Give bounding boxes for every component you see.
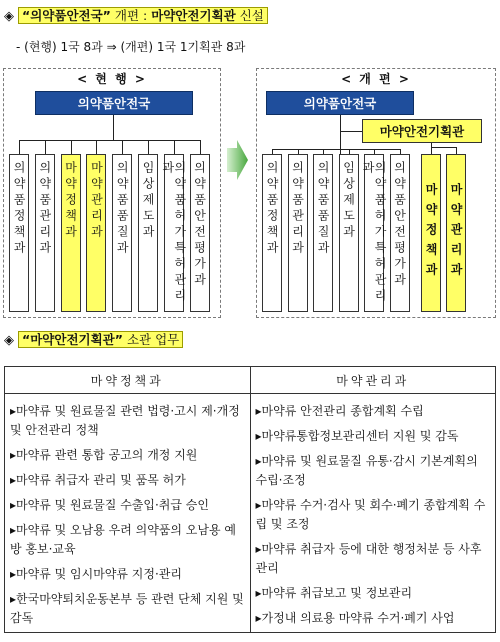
reorg-office-branch-line [431,147,456,148]
duty-item-text: 마약류 및 원료물질 유통·감시 기본계획의 수립·조정 [255,454,478,487]
current-dept-box: 의약품안전평가과 [190,154,210,312]
left-column-header: 마약정책과 [5,367,251,394]
duty-list-item [6,468,249,493]
current-bureau-box: 의약품안전국 [35,91,193,115]
duty-item-text: 마약류 관련 통합 공고의 개정 지원 [16,448,198,462]
diamond-bullet-icon: ◈ [4,9,14,24]
current-dept-box: 의약품관리과 [35,154,55,312]
current-dept-box: 마약정책과 [61,154,81,312]
section2-title-box [18,331,183,348]
duty-list-item [252,399,495,424]
duty-list-item [6,587,249,631]
current-branch-line [19,140,200,141]
current-dept-connector-line [19,140,20,154]
current-dept-connector-line [122,140,123,154]
duty-list-item [252,424,495,449]
triangle-bullet-icon: ▸ [255,586,262,600]
current-dept-box: 의약품허가특허관리과 [164,154,184,312]
current-dept-box: 임상제도과 [138,154,158,312]
reorg-dept-box: 의약품안전평가과 [390,154,410,312]
reorg-office-dept-connector-line [456,147,457,154]
duty-item-text: 마약류 취급보고 및 정보관리 [261,586,413,600]
duties-table [4,366,496,633]
reorg-org-header: < 개 편 > [341,72,411,86]
duty-list-item [6,562,249,587]
duty-list-item [252,537,495,581]
section1-subline: - (현행) 1국 8과 ⇒ (개편) 1국 1기획관 8과 [16,40,246,54]
duty-list-item [6,493,249,518]
diamond-bullet-icon: ◈ [4,333,14,348]
triangle-bullet-icon: ▸ [255,498,262,512]
section1-title-mid: 개편 : [110,8,152,23]
duty-item-text: 마약류 및 오남용 우려 의약품의 오남용 예방 홍보·교육 [10,523,236,556]
duty-list-item [252,449,495,493]
reorg-dept-box: 의약품관리과 [288,154,308,312]
triangle-bullet-icon: ▸ [10,473,17,487]
duty-list-item [6,399,249,443]
triangle-bullet-icon: ▸ [255,542,262,556]
section2-title [4,330,183,350]
duty-item-text: 마약류 및 임시마약류 지정·관리 [16,567,182,581]
triangle-bullet-icon: ▸ [10,567,17,581]
section1-title-quoted: “의약품안전국” [22,8,111,23]
current-dept-box: 마약관리과 [86,154,106,312]
reorg-bureau-box: 의약품안전국 [266,91,414,115]
reorg-dept-box: 의약품정책과 [262,154,282,312]
section1-title-box [18,7,268,24]
duty-item-text: 마약류 및 원료물질 수출입·취급 승인 [16,498,209,512]
section1-title-bold: 마약안전기획관 [151,8,236,23]
duty-item-text: 한국마약퇴치운동본부 등 관련 단체 지원 및 감독 [10,592,244,625]
section2-title-end: 소관 업무 [122,332,180,347]
triangle-bullet-icon: ▸ [10,523,17,537]
right-arrow-icon [225,140,249,180]
triangle-bullet-icon: ▸ [255,611,262,625]
reorg-dept-box: 의약품품질과 [313,154,333,312]
section2-title-quoted: “마약안전기획관” [22,332,123,347]
current-dept-connector-line [148,140,149,154]
right-duties-cell [250,394,496,633]
triangle-bullet-icon: ▸ [10,592,17,606]
section1-title-end: 신설 [235,8,264,23]
current-org-header: < 현 행 > [77,72,147,86]
current-dept-connector-line [96,140,97,154]
left-duties-cell [5,394,251,633]
current-dept-connector-line [71,140,72,154]
duty-item-text: 마약류 수거·검사 및 회수·폐기 종합계획 수립 및 조정 [255,498,486,531]
duty-list-item [252,581,495,606]
duty-item-text: 가정내 의료용 마약류 수거·폐기 사업 [261,611,455,625]
section1-title [4,6,268,26]
reorg-office-dept-connector-line [431,147,432,154]
reorg-dept-box: 마약정책과 [421,154,441,312]
reorg-office-connector-line [340,131,362,132]
current-dept-connector-line [174,140,175,154]
reorg-dept-box: 임상제도과 [339,154,359,312]
duty-item-text: 마약류통합정보관리센터 지원 및 감독 [261,429,459,443]
triangle-bullet-icon: ▸ [10,448,17,462]
current-bureau-stem-line [113,115,114,140]
current-dept-box: 의약품정책과 [9,154,29,312]
duties-header-row [5,367,496,394]
current-dept-connector-line [45,140,46,154]
duty-list-item [6,443,249,468]
triangle-bullet-icon: ▸ [10,404,17,418]
duties-body-row [5,394,496,633]
duty-item-text: 마약류 취급자 등에 대한 행정처분 등 사후관리 [255,542,482,575]
right-column-header: 마약관리과 [250,367,496,394]
duty-item-text: 마약류 안전관리 종합계획 수립 [261,404,424,418]
triangle-bullet-icon: ▸ [255,404,262,418]
duty-item-text: 마약류 및 원료물질 관련 법령·고시 제·개정 및 안전관리 정책 [10,404,240,437]
duty-list-item [252,606,495,631]
current-dept-box: 의약품품질과 [112,154,132,312]
current-dept-connector-line [200,140,201,154]
duty-list-item [6,518,249,562]
triangle-bullet-icon: ▸ [255,454,262,468]
reorg-dept-box: 의약품허가특허관리과 [364,154,384,312]
duty-list-item [252,493,495,537]
reorg-office-box: 마약안전기획관 [362,119,482,143]
reorg-branch-line [272,149,400,150]
duty-item-text: 마약류 취급자 관리 및 품목 허가 [16,473,186,487]
triangle-bullet-icon: ▸ [255,429,262,443]
triangle-bullet-icon: ▸ [10,498,17,512]
reorg-dept-box: 마약관리과 [446,154,466,312]
